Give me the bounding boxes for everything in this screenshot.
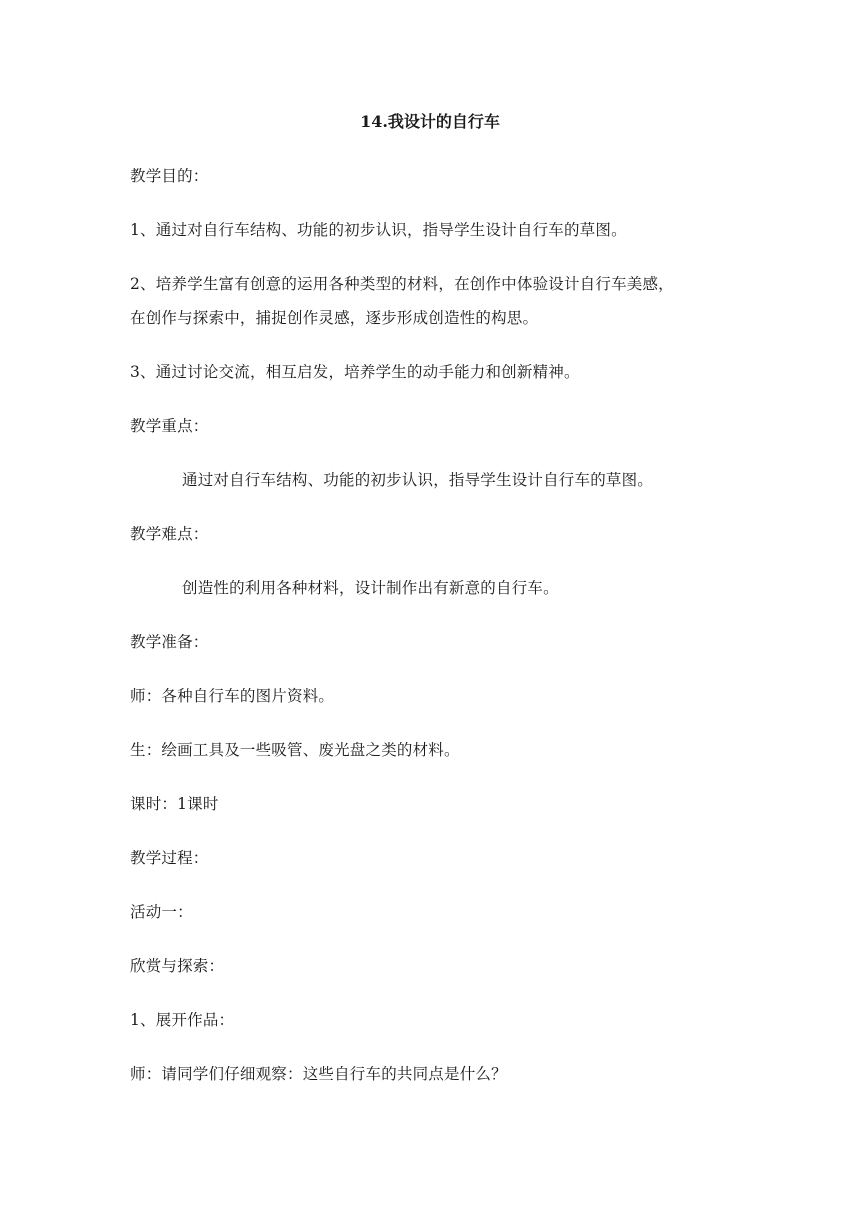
heading-preparation: 教学准备： — [130, 633, 209, 651]
objective-1: 1、通过对自行车结构、功能的初步认识，指导学生设计自行车的草图。 — [130, 221, 627, 239]
difficulties-text: 创造性的利用各种材料，设计制作出有新意的自行车。 — [182, 579, 559, 597]
heading-difficulties: 教学难点： — [130, 525, 209, 543]
step-1-show-works: 1、展开作品： — [130, 1011, 235, 1029]
preparation-student: 生：绘画工具及一些吸管、废光盘之类的材料。 — [130, 741, 460, 759]
preparation-teacher: 师：各种自行车的图片资料。 — [130, 687, 335, 705]
objective-2-line-1: 2、培养学生富有创意的运用各种类型的材料，在创作中体验设计自行车美感， — [130, 275, 674, 293]
teacher-question: 师：请同学们仔细观察：这些自行车的共同点是什么？ — [130, 1065, 507, 1083]
key-points-text: 通过对自行车结构、功能的初步认识，指导学生设计自行车的草图。 — [182, 471, 654, 489]
objective-3: 3、通过讨论交流，相互启发，培养学生的动手能力和创新精神。 — [130, 363, 580, 381]
heading-teaching-objectives: 教学目的： — [130, 167, 209, 185]
heading-key-points: 教学重点： — [130, 417, 209, 435]
document-title: 14.我设计的自行车 — [360, 112, 500, 131]
activity-one: 活动一： — [130, 903, 193, 921]
objective-2-line-2: 在创作与探索中，捕捉创作灵感，逐步形成创造性的构思。 — [130, 309, 539, 327]
class-hours: 课时：1课时 — [130, 795, 219, 813]
heading-process: 教学过程： — [130, 849, 209, 867]
appreciation-exploration: 欣赏与探索： — [130, 957, 225, 975]
